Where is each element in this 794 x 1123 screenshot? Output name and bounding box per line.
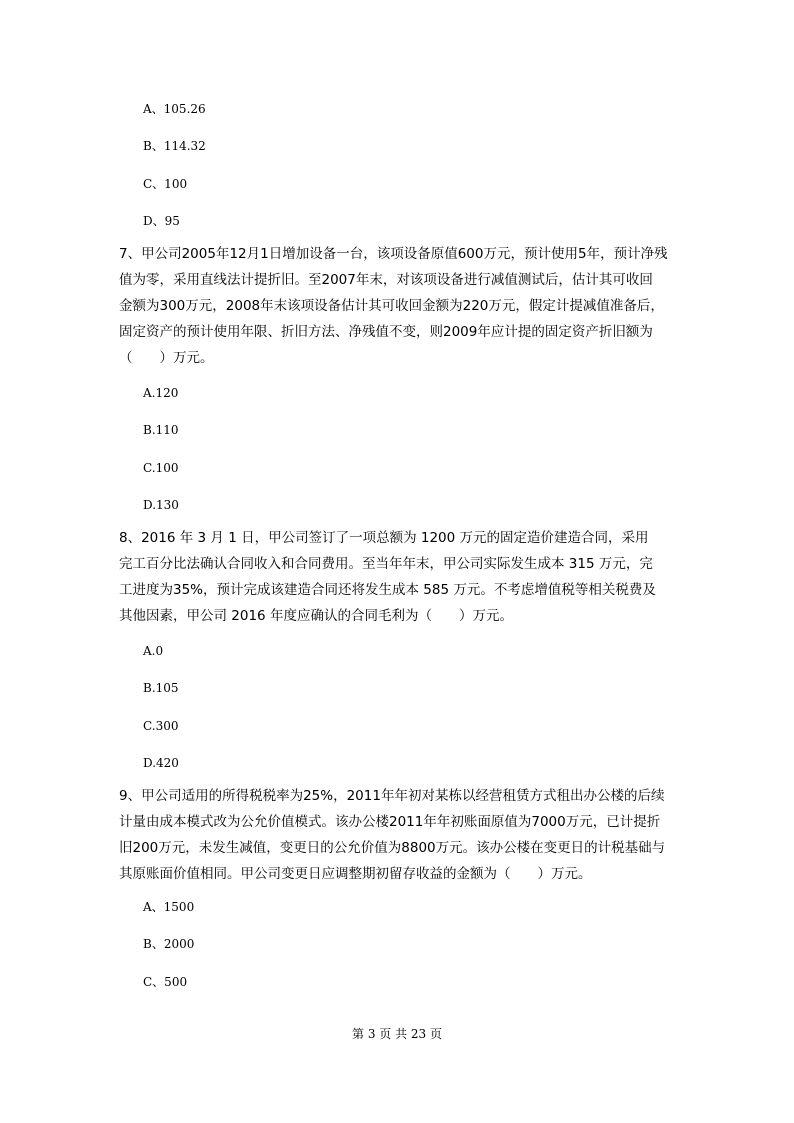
q9-option-a: A、1500 <box>143 900 195 914</box>
question-7 <box>119 241 679 371</box>
question-7-line: 7、甲公司2005年12月1日增加设备一台，该项设备原值600万元，预计使用5年，预计净残 <box>119 246 668 262</box>
q7-option-a: A.120 <box>143 386 179 400</box>
question-9-line: 9、甲公司适用的所得税税率为25%，2011年年初对某栋以经营租赁方式租出办公楼的后续 <box>119 788 665 804</box>
q6-option-b: B、114.32 <box>143 139 206 153</box>
page-number-footer: 第 3 页 共 23 页 <box>352 1027 442 1041</box>
q8-option-d: D.420 <box>143 756 179 770</box>
question-8-line: 工进度为35%，预计完成该建造合同还将发生成本 585 万元。不考虑增值税等相关税费及 <box>119 582 656 598</box>
question-7-line: 值为零，采用直线法计提折旧。至2007年末，对该项设备进行减值测试后，估计其可收回 <box>119 272 653 288</box>
q7-option-c: C.100 <box>143 461 179 475</box>
question-7-line: 固定资产的预计使用年限、折旧方法、净残值不变，则2009年应计提的固定资产折旧额为 <box>119 324 653 340</box>
q9-option-c: C、500 <box>143 975 188 989</box>
question-8-line: 8、2016 年 3 月 1 日，甲公司签订了一项总额为 1200 万元的固定造价建造合同，采用 <box>119 530 649 546</box>
question-9 <box>119 783 679 887</box>
question-8-line: 其他因素，甲公司 2016 年度应确认的合同毛利为（ ）万元。 <box>119 608 513 624</box>
q8-option-b: B.105 <box>143 681 179 695</box>
question-8 <box>119 525 679 629</box>
q6-option-c: C、100 <box>143 177 188 191</box>
q6-option-a: A、105.26 <box>143 102 206 116</box>
question-7-line: （ ）万元。 <box>119 350 214 366</box>
question-9-line: 旧200万元，未发生减值，变更日的公允价值为8800万元。该办公楼在变更日的计税基础与 <box>119 840 666 856</box>
question-7-line: 金额为300万元，2008年末该项设备估计其可收回金额为220万元，假定计提减值准备后， <box>119 298 664 314</box>
q7-option-d: D.130 <box>143 498 179 512</box>
q9-option-b: B、2000 <box>143 937 195 951</box>
q7-option-b: B.110 <box>143 423 179 437</box>
question-8-line: 完工百分比法确认合同收入和合同费用。至当年年末，甲公司实际发生成本 315 万元，完 <box>119 556 653 572</box>
q8-option-c: C.300 <box>143 719 179 733</box>
q6-option-d: D、95 <box>143 214 180 228</box>
question-9-line: 其原账面价值相同。甲公司变更日应调整期初留存收益的金额为（ ）万元。 <box>119 866 592 882</box>
question-9-line: 计量由成本模式改为公允价值模式。该办公楼2011年年初账面原值为7000万元，已计提折 <box>119 814 661 830</box>
q8-option-a: A.0 <box>143 644 164 658</box>
